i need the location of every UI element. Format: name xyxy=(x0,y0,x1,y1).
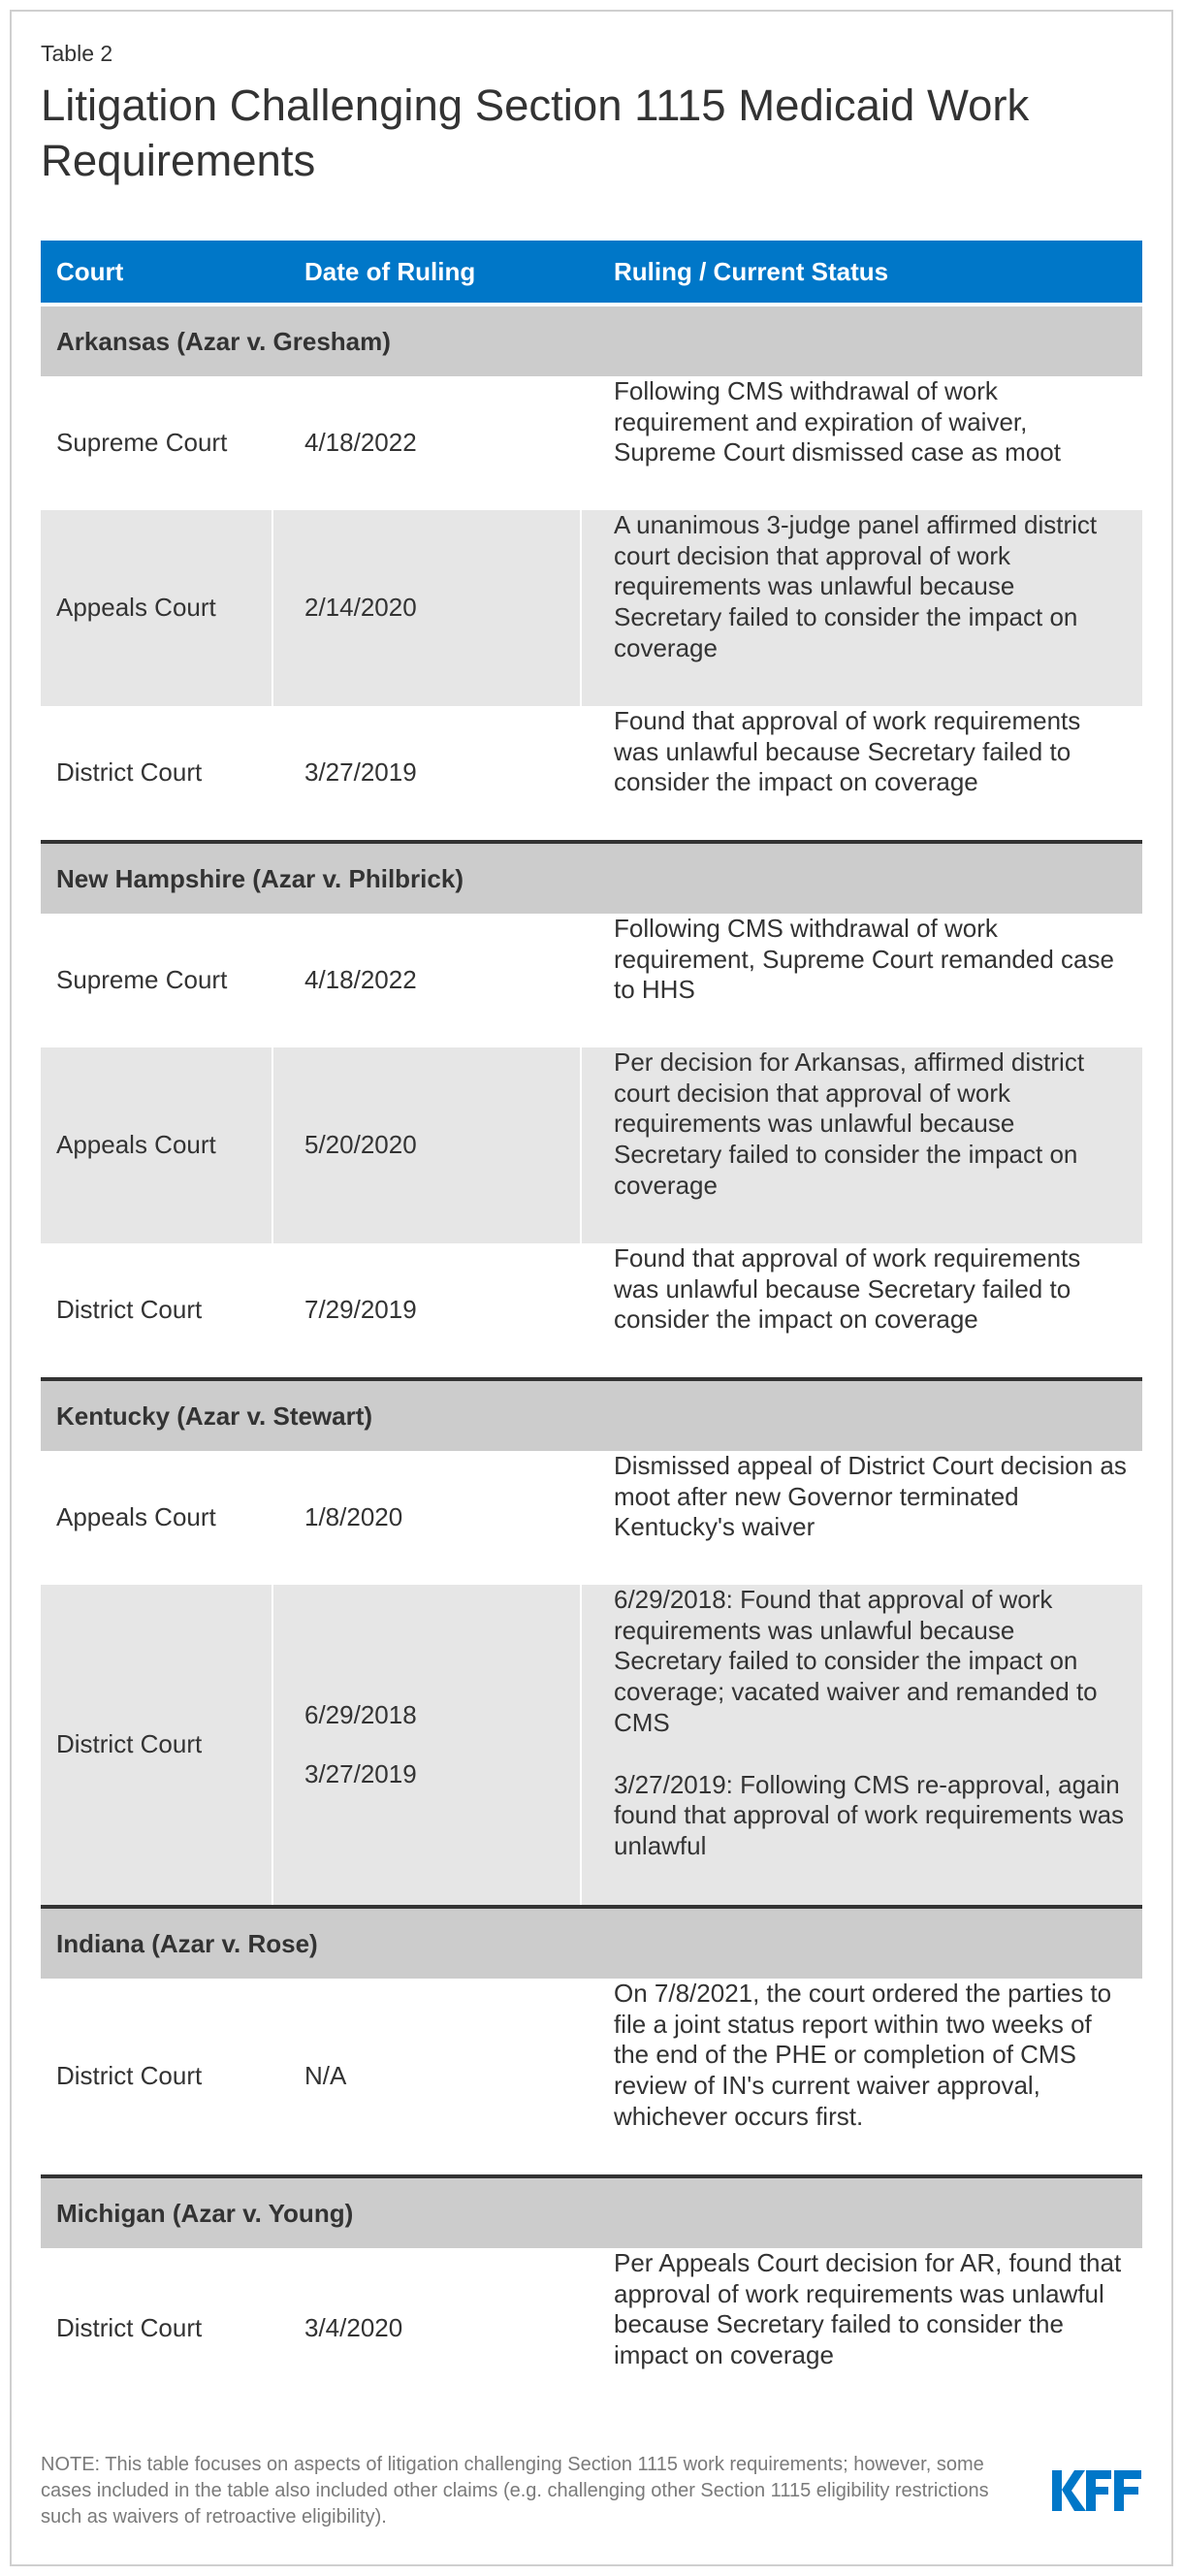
court-cell: Appeals Court xyxy=(41,510,273,706)
table-row xyxy=(41,376,1142,510)
table-header-row xyxy=(41,241,1142,303)
status-cell: Found that approval of work requirements was unlawful because Secretary failed to consider the impact on coverage xyxy=(614,1243,1081,1335)
status-text: 6/29/2018: Found that approval of work requirements was unlawful because Secretary failed to consider the impact on coverage; vacated waiver and remanded to CMS xyxy=(614,1585,1098,1737)
column-header-court: Court xyxy=(56,256,124,286)
court-cell: District Court xyxy=(56,1295,203,1325)
group-row-michigan: Michigan (Azar v. Young) xyxy=(41,2178,1142,2248)
group-row-arkansas: Arkansas (Azar v. Gresham) xyxy=(41,306,1142,376)
column-header-status: Ruling / Current Status xyxy=(614,256,889,286)
date-value: 6/29/2018 xyxy=(304,1699,417,1729)
date-cell: N/A xyxy=(304,2061,347,2091)
date-cell xyxy=(273,1585,582,1905)
table-row xyxy=(41,1047,1142,1243)
court-cell: District Court xyxy=(41,1585,273,1905)
date-cell: 3/4/2020 xyxy=(304,2313,403,2343)
court-cell: Supreme Court xyxy=(56,965,228,995)
date-cell: 2/14/2020 xyxy=(273,510,582,706)
status-cell: Per Appeals Court decision for AR, found that approval of work requirements was unlawful because Secretary failed to consider the impact on coverage xyxy=(614,2248,1122,2370)
status-cell: Found that approval of work requirements was unlawful because Secretary failed to consider the impact on coverage xyxy=(614,706,1081,797)
status-cell: A unanimous 3-judge panel affirmed district court decision that approval of work requirements was unlawful because Secretary failed to consider the impact on coverage xyxy=(582,510,1142,706)
status-text: 3/27/2019: Following CMS re-approval, again found that approval of work requirements was unlawful xyxy=(614,1769,1125,1860)
status-cell xyxy=(582,1585,1142,1905)
column-header-date: Date of Ruling xyxy=(304,256,476,286)
date-cell: 3/27/2019 xyxy=(304,757,417,788)
status-cell: On 7/8/2021, the court ordered the parties to file a joint status report within two weeks of the end of the PHE or completion of CMS review of IN's current waiver approval, whichever occurs first. xyxy=(614,1979,1112,2131)
group-row-kentucky: Kentucky (Azar v. Stewart) xyxy=(41,1381,1142,1451)
status-cell: Dismissed appeal of District Court decision as moot after new Governor terminated Kentucky's waiver xyxy=(614,1451,1127,1542)
court-cell: Appeals Court xyxy=(41,1047,273,1243)
court-cell: Supreme Court xyxy=(56,428,228,458)
court-cell: District Court xyxy=(56,2313,203,2343)
group-row-new-hampshire: New Hampshire (Azar v. Philbrick) xyxy=(41,844,1142,914)
court-cell: District Court xyxy=(56,2061,203,2091)
date-cell: 4/18/2022 xyxy=(304,965,417,995)
group-row-indiana: Indiana (Azar v. Rose) xyxy=(41,1909,1142,1979)
table-row xyxy=(41,706,1142,840)
footnote: NOTE: This table focuses on aspects of litigation challenging Section 1115 work requirements; however, some cases included in the table also included other claims (e.g. challenging other Section 1115 eligibility restrictions such as waivers of retroactive eligibility). xyxy=(41,2454,989,2528)
table-row xyxy=(41,1979,1142,2174)
status-cell: Following CMS withdrawal of work requirement, Supreme Court remanded case to HHS xyxy=(614,914,1114,1005)
date-cell: 1/8/2020 xyxy=(304,1502,403,1532)
date-cell: 4/18/2022 xyxy=(304,428,417,458)
table-row xyxy=(41,510,1142,706)
date-cell: 5/20/2020 xyxy=(273,1047,582,1243)
date-value: 3/27/2019 xyxy=(304,1758,417,1788)
status-cell: Following CMS withdrawal of work requirement and expiration of waiver, Supreme Court dismissed case as moot xyxy=(614,376,1061,467)
table-row xyxy=(41,1451,1142,1585)
court-cell: Appeals Court xyxy=(56,1502,216,1532)
table-row xyxy=(41,1585,1142,1905)
status-cell: Per decision for Arkansas, affirmed district court decision that approval of work requirements was unlawful because Secretary failed to consider the impact on coverage xyxy=(582,1047,1142,1243)
court-cell: District Court xyxy=(56,757,203,788)
page-title: Litigation Challenging Section 1115 Medicaid Work Requirements xyxy=(41,80,1030,185)
kff-logo xyxy=(1052,2467,1143,2514)
table-row xyxy=(41,2248,1142,2409)
table-label: Table 2 xyxy=(41,41,113,66)
table-row xyxy=(41,914,1142,1047)
table-row xyxy=(41,1243,1142,1377)
litigation-table xyxy=(41,241,1142,2409)
date-cell: 7/29/2019 xyxy=(304,1295,417,1325)
